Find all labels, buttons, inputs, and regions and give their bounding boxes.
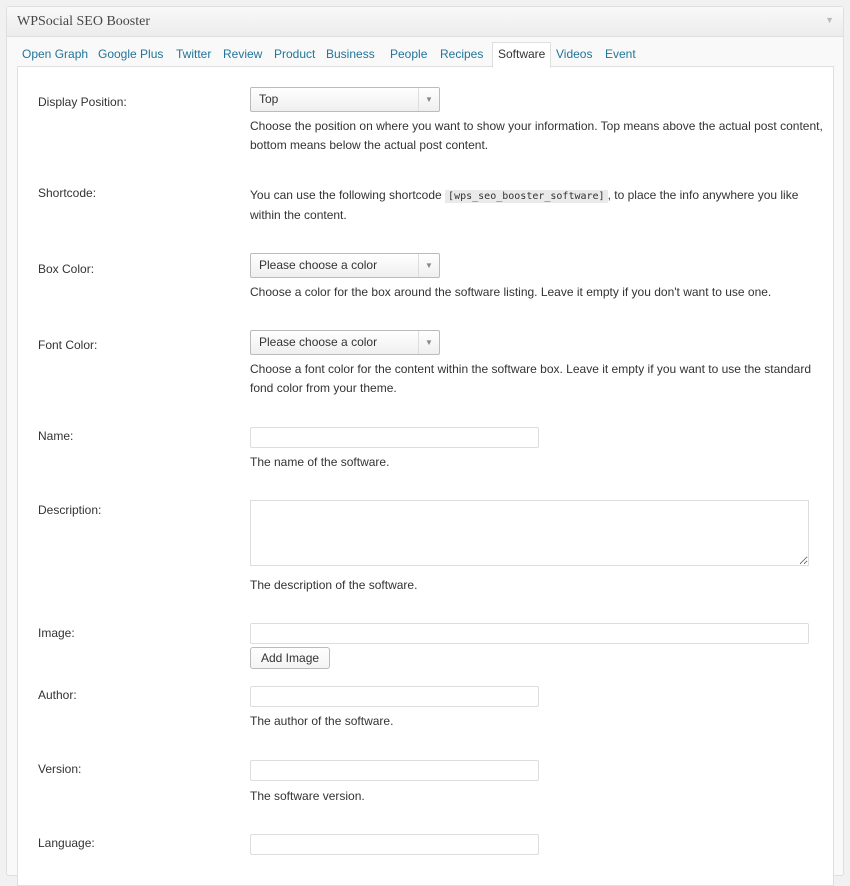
chevron-down-icon: ▼ (418, 331, 439, 354)
name-label: Name: (38, 429, 74, 443)
tab-event[interactable]: Event (605, 47, 636, 61)
version-help: The software version. (250, 789, 365, 803)
add-image-button[interactable]: Add Image (250, 647, 330, 669)
author-label: Author: (38, 688, 77, 702)
image-label: Image: (38, 626, 75, 640)
tab-recipes[interactable]: Recipes (440, 47, 484, 61)
display-position-label: Display Position: (38, 95, 127, 109)
author-help: The author of the software. (250, 714, 394, 728)
display-position-value: Top (259, 92, 279, 106)
version-input[interactable] (250, 760, 539, 781)
box-color-label: Box Color: (38, 262, 95, 276)
shortcode-label: Shortcode: (38, 186, 97, 200)
display-position-help: Choose the position on where you want to show your information. Top means above the actual post content, bottom means below the actual post content. (250, 119, 823, 152)
shortcode-help-before: You can use the following shortcode (250, 188, 442, 202)
tab-review[interactable]: Review (223, 47, 263, 61)
shortcode-help (250, 186, 825, 225)
shortcode-help-after: , to place the info anywhere you like within the content. (250, 188, 799, 222)
software-settings-panel (17, 66, 834, 886)
box-color-help: Choose a color for the box around the software listing. Leave it empty if you don't want to use one. (250, 285, 772, 299)
box-color-value: Please choose a color (259, 258, 378, 272)
image-url-input[interactable] (250, 623, 809, 644)
description-textarea[interactable] (250, 500, 809, 566)
metabox-title: WPSocial SEO Booster (17, 14, 150, 29)
metabox-header[interactable] (7, 7, 843, 37)
triangle-down-icon[interactable]: ▼ (825, 15, 834, 25)
display-position-select[interactable] (250, 87, 440, 112)
tab-videos[interactable]: Videos (556, 47, 593, 61)
tab-people[interactable]: People (390, 47, 428, 61)
font-color-select[interactable] (250, 330, 440, 355)
tab-bar (7, 43, 843, 67)
language-input[interactable] (250, 834, 539, 855)
chevron-down-icon: ▼ (418, 254, 439, 277)
version-label: Version: (38, 762, 82, 776)
tab-product[interactable]: Product (274, 47, 316, 61)
name-input[interactable] (250, 427, 539, 448)
seo-booster-metabox (6, 6, 844, 876)
shortcode-code: [wps_seo_booster_software] (445, 190, 608, 203)
tab-google-plus[interactable]: Google Plus (98, 47, 164, 61)
name-help: The name of the software. (250, 455, 390, 469)
tab-software[interactable]: Software (492, 42, 551, 68)
chevron-down-icon: ▼ (418, 88, 439, 111)
box-color-select[interactable] (250, 253, 440, 278)
author-input[interactable] (250, 686, 539, 707)
font-color-value: Please choose a color (259, 335, 378, 349)
description-help: The description of the software. (250, 578, 418, 592)
font-color-label: Font Color: (38, 338, 98, 352)
language-label: Language: (38, 836, 95, 850)
tab-twitter[interactable]: Twitter (176, 47, 212, 61)
font-color-help: Choose a font color for the content within the software box. Leave it empty if you want to use the standard fond color from your theme. (250, 362, 811, 395)
description-label: Description: (38, 503, 102, 517)
tab-open-graph[interactable]: Open Graph (22, 47, 89, 61)
tab-business[interactable]: Business (326, 47, 375, 61)
